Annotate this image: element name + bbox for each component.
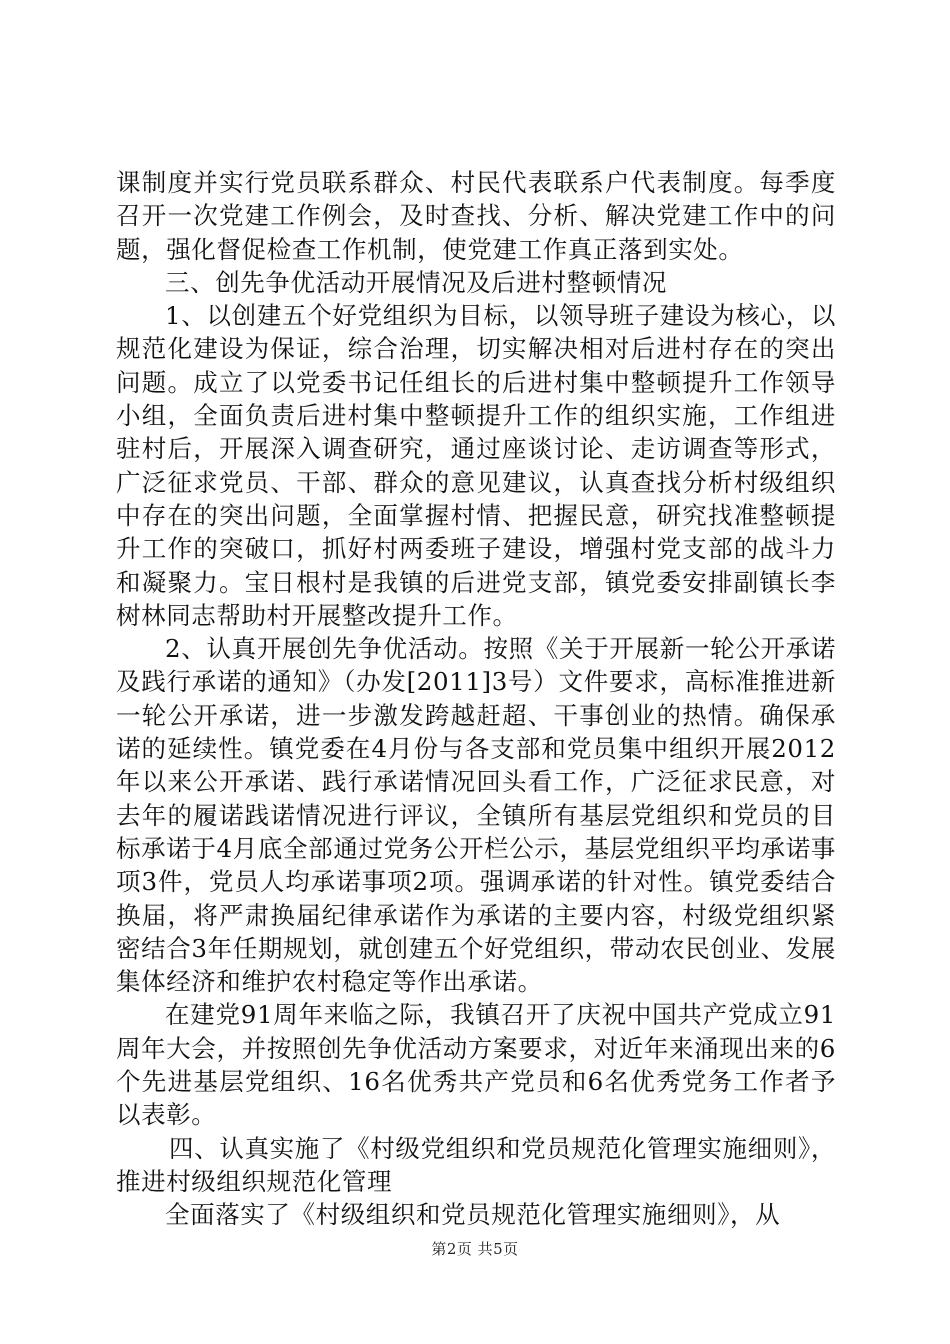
paragraph-implementation: 全面落实了《村级组织和党员规范化管理实施细则》，从: [165, 1200, 781, 1230]
document-body: [116, 166, 836, 1232]
paragraph-continuation: 课制度并实行党员联系群众、村民代表联系户代表制度。每季度召开一次党建工作例会，及时查找、分析、解决党建工作中的问题，强化督促检查工作机制，使党建工作真正落到实处。: [116, 168, 836, 264]
paragraph-anniversary: 在建党91周年来临之际，我镇召开了庆祝中国共产党成立91周年大会，并按照创先争优活动方案要求，对近年来涌现出来的6个先进基层党组织、16名优秀共产党员和6名优秀党务工作者予以表彰。: [116, 1000, 836, 1130]
section-heading-four: 四、认真实施了《村级党组织和党员规范化管理实施细则》，推进村级组织规范化管理: [116, 1133, 836, 1196]
paragraph-item-one: 1、以创建五个好党组织为目标，以领导班子建设为核心，以规范化建设为保证，综合治理，切实解决相对后进村存在的突出问题。成立了以党委书记任组长的后进村集中整顿提升工作领导小组，全面负责后进村集中整顿提升工作的组织实施，工作组进驻村后，开展深入调查研究，通过座谈讨论、走访调查等形式，广泛征求党员、干部、群众的意见建议，认真查找分析村级组织中存在的突出问题，全面掌握村情、把握民意，研究找准整顿提升工作的突破口，抓好村两委班子建设，增强村党支部的战斗力和凝聚力。宝日根村是我镇的后进党支部，镇党委安排副镇长李树林同志帮助村开展整改提升工作。: [116, 301, 836, 630]
page-footer: 第2页 共5页: [431, 1240, 519, 1258]
section-heading-three: 三、创先争优活动开展情况及后进村整顿情况: [165, 267, 667, 297]
paragraph-item-two: 2、认真开展创先争优活动。按照《关于开展新一轮公开承诺及践行承诺的通知》（办发[2011]3号）文件要求，高标准推进新一轮公开承诺，进一步激发跨越赶超、干事创业的热情。确保承诺的延续性。镇党委在4月份与各支部和党员集中组织开展2012年以来公开承诺、践行承诺情况回头看工作，广泛征求民意，对去年的履诺践诺情况进行评议，全镇所有基层党组织和党员的目标承诺于4月底全部通过党务公开栏公示，基层党组织平均承诺事项3件，党员人均承诺事项2项。强调承诺的针对性。镇党委结合换届，将严肃换届纪律承诺作为承诺的主要内容，村级党组织紧密结合3年任期规划，就创建五个好党组织，带动农民创业、发展集体经济和维护农村稳定等作出承诺。: [116, 634, 836, 997]
